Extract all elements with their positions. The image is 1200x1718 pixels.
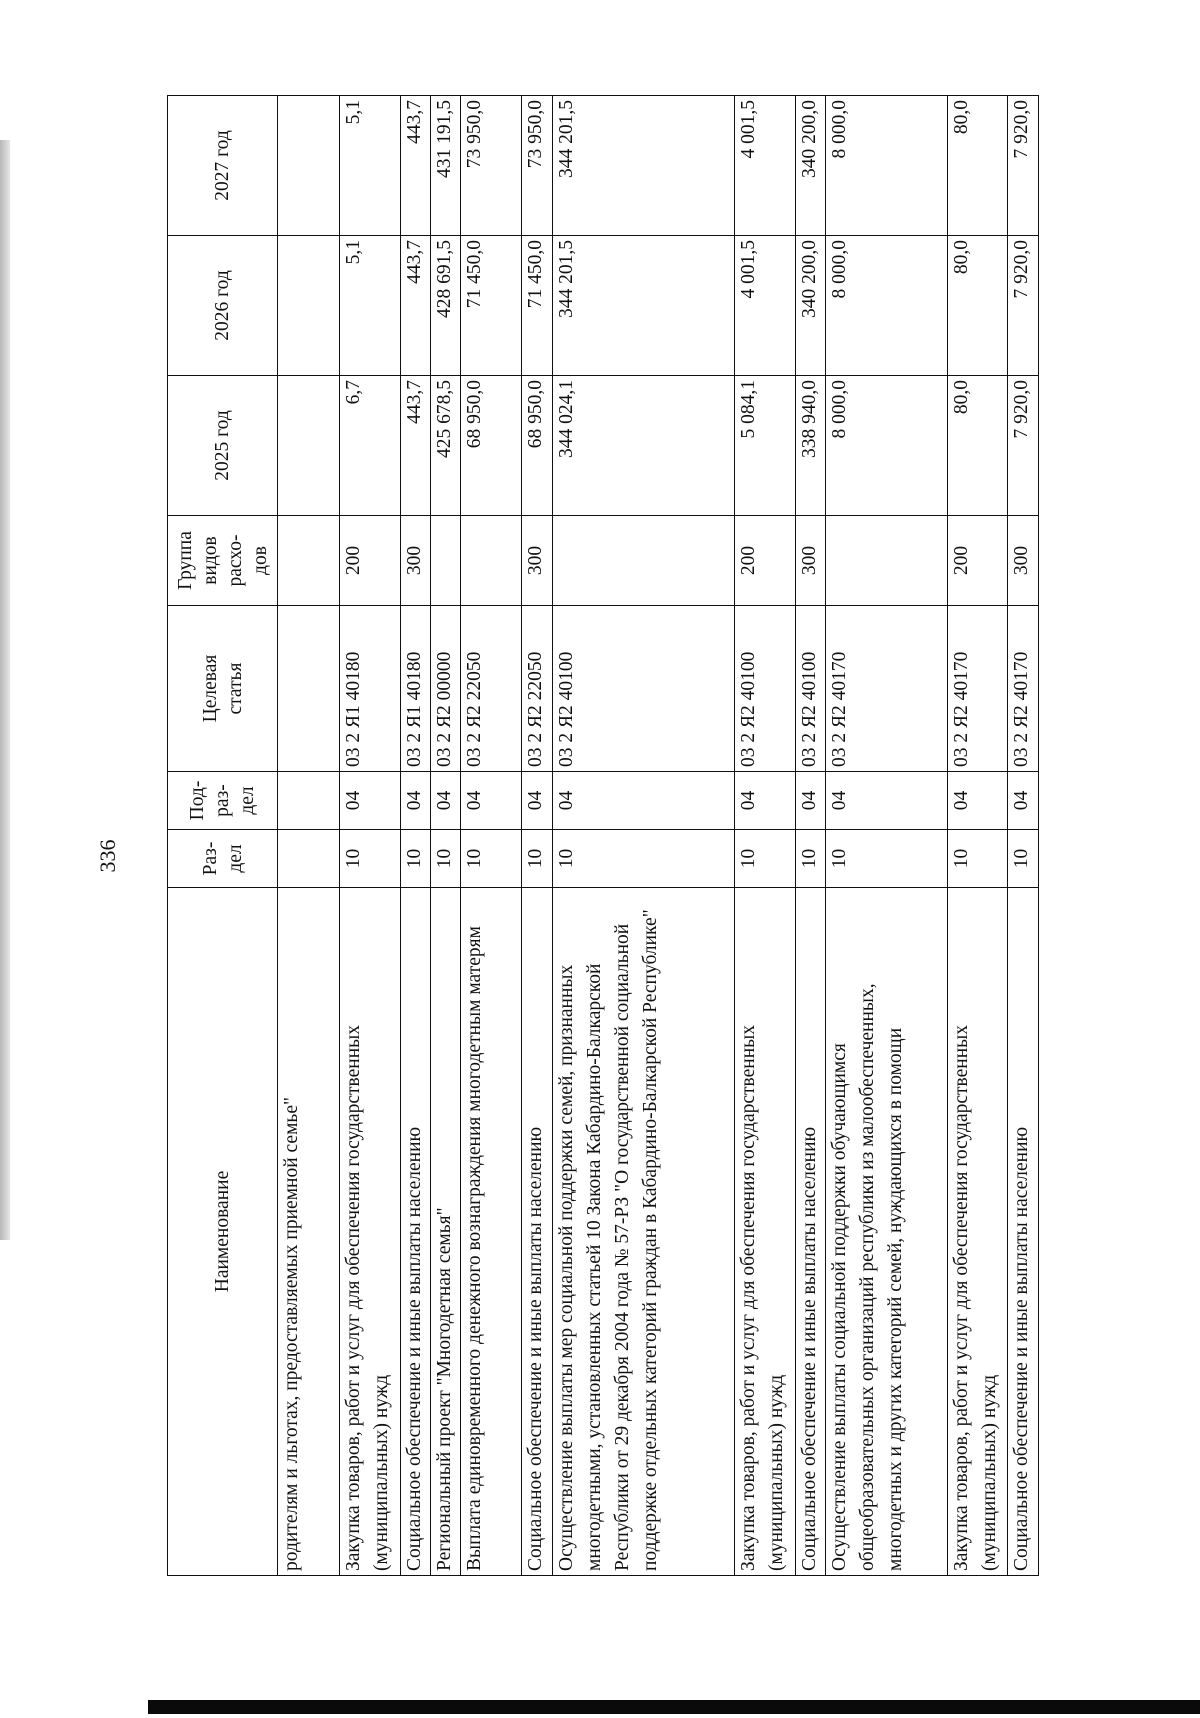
header-razdel: Раз- дел [168, 830, 278, 888]
row-razdel [278, 830, 340, 888]
row-name: Социальное обеспечение и иные выплаты населению [795, 888, 825, 1576]
row-celevaya: 03 2 Я1 40180 [339, 606, 400, 772]
row-razdel: 10 [522, 830, 552, 888]
row-2026: 71 450,0 [461, 236, 522, 376]
row-2025: 68 950,0 [522, 376, 552, 516]
row-2027: 340 200,0 [795, 96, 825, 236]
row-2025: 80,0 [947, 376, 1008, 516]
row-2027: 73 950,0 [522, 96, 552, 236]
row-celevaya: 03 2 Я1 40180 [400, 606, 430, 772]
row-2027: 80,0 [947, 96, 1008, 236]
row-podrazdel: 04 [339, 772, 400, 830]
row-2025: 338 940,0 [795, 376, 825, 516]
row-podrazdel: 04 [400, 772, 430, 830]
row-2025: 68 950,0 [461, 376, 522, 516]
row-podrazdel: 04 [461, 772, 522, 830]
row-2025: 443,7 [400, 376, 430, 516]
header-celevaya: Целевая статья [168, 606, 278, 772]
table-row [826, 96, 948, 1576]
row-razdel: 10 [795, 830, 825, 888]
table-row [400, 96, 430, 1576]
row-2026: 5,1 [339, 236, 400, 376]
row-podrazdel [278, 772, 340, 830]
row-podrazdel: 04 [522, 772, 552, 830]
row-celevaya: 03 2 Я2 22050 [522, 606, 552, 772]
row-razdel: 10 [1008, 830, 1039, 888]
row-celevaya: 03 2 Я2 40100 [734, 606, 795, 772]
scan-bottom-bar [148, 1700, 1200, 1714]
header-podrazdel: Под- раз- дел [168, 772, 278, 830]
row-gruppa: 200 [339, 516, 400, 606]
row-razdel: 10 [400, 830, 430, 888]
row-2026: 344 201,5 [552, 236, 734, 376]
scan-edge-mark [0, 140, 10, 1240]
row-2026: 7 920,0 [1008, 236, 1039, 376]
row-name: Социальное обеспечение и иные выплаты населению [1008, 888, 1039, 1576]
row-celevaya: 03 2 Я2 40100 [795, 606, 825, 772]
row-razdel: 10 [826, 830, 948, 888]
row-name: Закупка товаров, работ и услуг для обеспечения государственных (муниципальных) нужд [339, 888, 400, 1576]
budget-table-frame [167, 96, 1039, 1576]
row-2025: 344 024,1 [552, 376, 734, 516]
row-2027: 5,1 [339, 96, 400, 236]
row-2025: 7 920,0 [1008, 376, 1039, 516]
row-name: Закупка товаров, работ и услуг для обеспечения государственных (муниципальных) нужд [947, 888, 1008, 1576]
page-number: 336 [95, 839, 120, 873]
header-2026: 2026 год [168, 236, 278, 376]
row-2027 [278, 96, 340, 236]
row-2026: 443,7 [400, 236, 430, 376]
table-row [339, 96, 400, 1576]
row-razdel: 10 [734, 830, 795, 888]
table-row [461, 96, 522, 1576]
row-podrazdel: 04 [795, 772, 825, 830]
row-podrazdel: 04 [431, 772, 461, 830]
header-gruppa: Группа видов расхо- дов [168, 516, 278, 606]
row-podrazdel: 04 [826, 772, 948, 830]
row-2026 [278, 236, 340, 376]
row-2027: 73 950,0 [461, 96, 522, 236]
table-row [278, 96, 340, 1576]
row-2025: 5 084,1 [734, 376, 795, 516]
header-name: Наименование [168, 888, 278, 1576]
row-podrazdel: 04 [552, 772, 734, 830]
row-gruppa [826, 516, 948, 606]
row-name: Социальное обеспечение и иные выплаты населению [400, 888, 430, 1576]
row-razdel: 10 [947, 830, 1008, 888]
row-2025: 425 678,5 [431, 376, 461, 516]
row-2027: 7 920,0 [1008, 96, 1039, 236]
row-podrazdel: 04 [734, 772, 795, 830]
row-name: родителям и льготах, предоставляемых приемной семье" [278, 888, 340, 1576]
row-2027: 431 191,5 [431, 96, 461, 236]
row-name: Выплата единовременного денежного вознаграждения многодетным матерям [461, 888, 522, 1576]
row-gruppa [431, 516, 461, 606]
row-gruppa: 300 [795, 516, 825, 606]
row-celevaya: 03 2 Я2 40170 [826, 606, 948, 772]
row-razdel: 10 [339, 830, 400, 888]
row-2027: 344 201,5 [552, 96, 734, 236]
header-row [168, 96, 278, 1576]
row-gruppa: 300 [1008, 516, 1039, 606]
row-2026: 340 200,0 [795, 236, 825, 376]
row-celevaya: 03 2 Я2 40170 [1008, 606, 1039, 772]
row-2027: 4 001,5 [734, 96, 795, 236]
row-2026: 80,0 [947, 236, 1008, 376]
row-podrazdel: 04 [1008, 772, 1039, 830]
row-2026: 428 691,5 [431, 236, 461, 376]
table-row [947, 96, 1008, 1576]
row-celevaya [278, 606, 340, 772]
row-celevaya: 03 2 Я2 22050 [461, 606, 522, 772]
header-2025: 2025 год [168, 376, 278, 516]
row-name: Региональный проект "Многодетная семья" [431, 888, 461, 1576]
row-name: Закупка товаров, работ и услуг для обеспечения государственных (муниципальных) нужд [734, 888, 795, 1576]
row-gruppa [461, 516, 522, 606]
row-gruppa: 200 [734, 516, 795, 606]
budget-table [167, 95, 1039, 1576]
row-name: Социальное обеспечение и иные выплаты населению [522, 888, 552, 1576]
table-row [795, 96, 825, 1576]
row-2027: 443,7 [400, 96, 430, 236]
row-razdel: 10 [552, 830, 734, 888]
row-2025: 8 000,0 [826, 376, 948, 516]
row-gruppa: 300 [400, 516, 430, 606]
row-gruppa: 300 [522, 516, 552, 606]
table-row [552, 96, 734, 1576]
row-2025: 6,7 [339, 376, 400, 516]
table-row [522, 96, 552, 1576]
row-podrazdel: 04 [947, 772, 1008, 830]
row-2026: 8 000,0 [826, 236, 948, 376]
row-name: Осуществление выплаты социальной поддержки обучающимся общеобразовательных организаций республики из малообеспеченных, многодетных и других категорий семей, нуждающихся в помощи [826, 888, 948, 1576]
row-razdel: 10 [431, 830, 461, 888]
table-row [431, 96, 461, 1576]
row-2026: 4 001,5 [734, 236, 795, 376]
row-gruppa [552, 516, 734, 606]
header-2027: 2027 год [168, 96, 278, 236]
row-gruppa [278, 516, 340, 606]
table-row [734, 96, 795, 1576]
row-celevaya: 03 2 Я2 00000 [431, 606, 461, 772]
table-row [1008, 96, 1039, 1576]
row-name: Осуществление выплаты мер социальной поддержки семей, признанных многодетными, установленных статьей 10 Закона Кабардино-Балкарской Республики от 29 декабря 2004 года № 57-РЗ "О государственной социальной поддержке отдельных категорий граждан в Кабардино-Балкарской Республике" [552, 888, 734, 1576]
row-2026: 71 450,0 [522, 236, 552, 376]
row-razdel: 10 [461, 830, 522, 888]
row-celevaya: 03 2 Я2 40100 [552, 606, 734, 772]
row-2025 [278, 376, 340, 516]
row-gruppa: 200 [947, 516, 1008, 606]
row-celevaya: 03 2 Я2 40170 [947, 606, 1008, 772]
row-2027: 8 000,0 [826, 96, 948, 236]
